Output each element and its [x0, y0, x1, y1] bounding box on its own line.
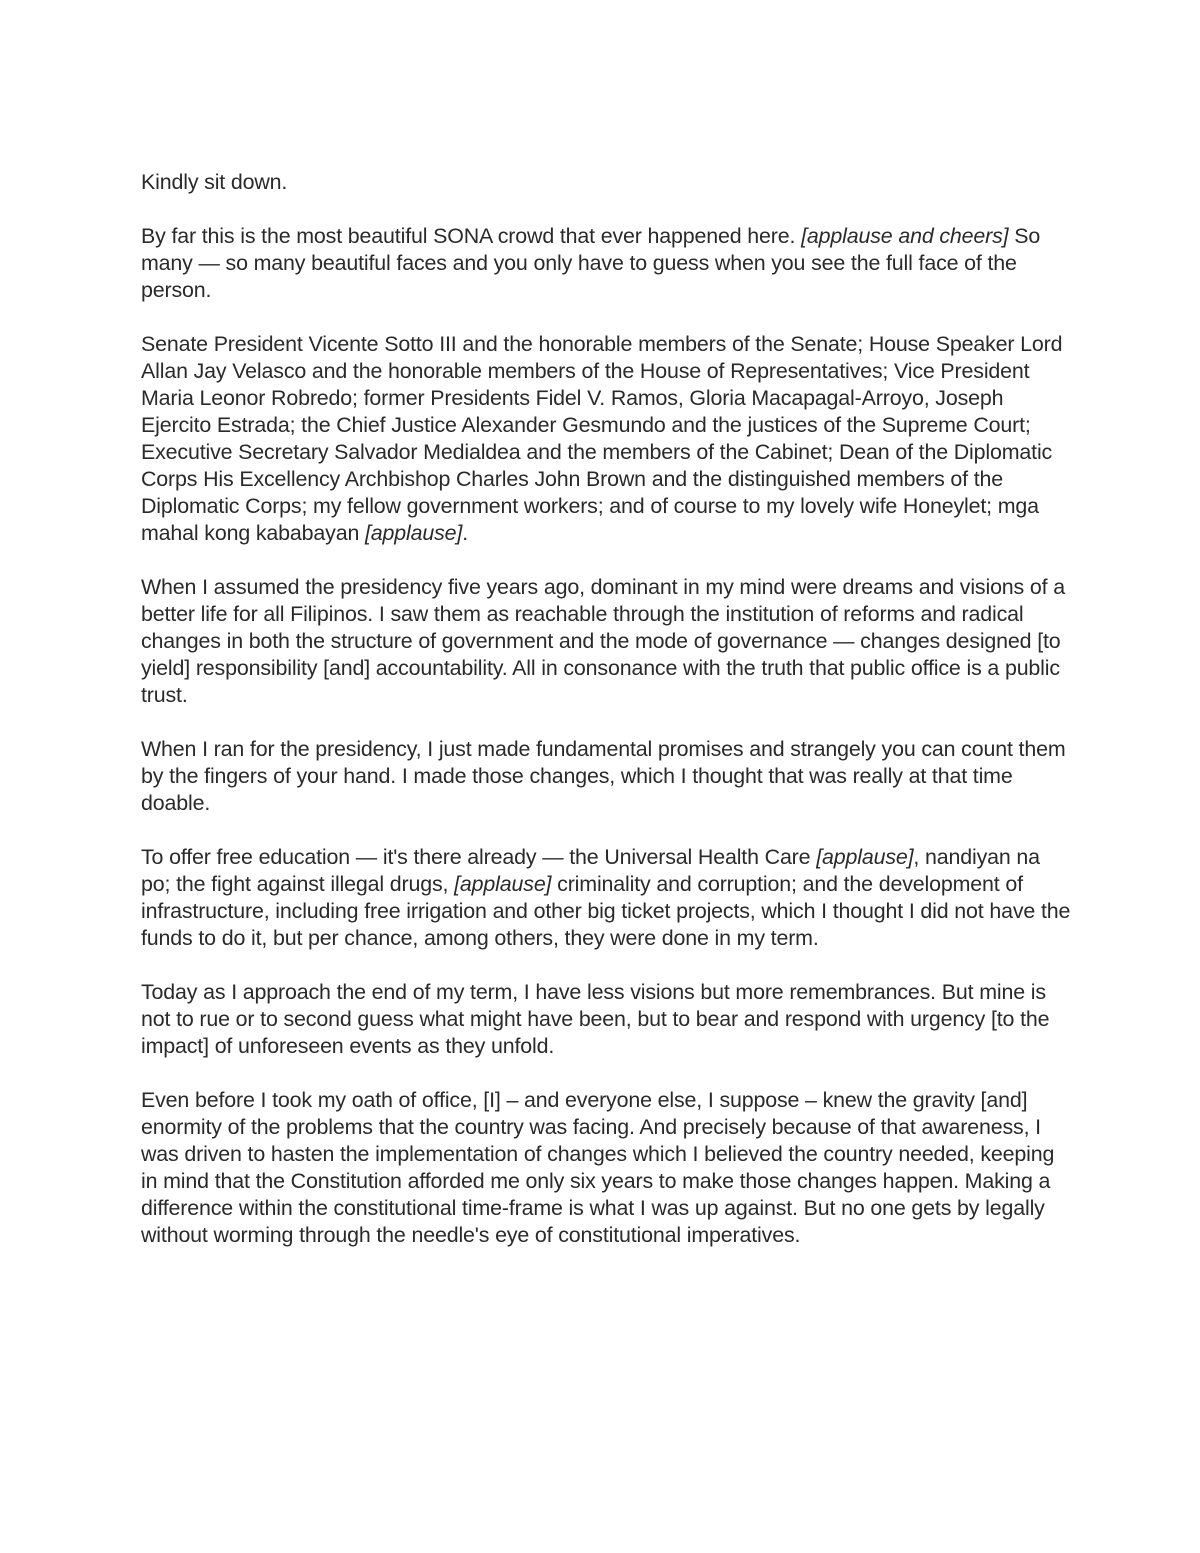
text-run: . — [462, 521, 469, 545]
text-run: When I ran for the presidency, I just made fundamental promises and strangely you can count them by the fingers of your hand. I made those changes, which I thought that was really at that time doable. — [141, 737, 1066, 815]
text-run: criminality and corruption; and the development of infrastructure, including free irrigation and other big ticket projects, which I thought I did not have the funds to do it, but per chance, among others, they were done in my term. — [141, 872, 1071, 950]
stage-direction: [applause] — [454, 872, 552, 896]
stage-direction: [applause] — [816, 845, 914, 869]
paragraph — [141, 169, 1071, 196]
stage-direction: [applause] — [365, 521, 463, 545]
paragraph — [141, 574, 1071, 709]
stage-direction: [applause and cheers] — [801, 224, 1009, 248]
text-run: By far this is the most beautiful SONA crowd that ever happened here. — [141, 224, 802, 248]
paragraph — [141, 844, 1071, 952]
paragraph — [141, 331, 1071, 547]
text-run: When I assumed the presidency five years ago, dominant in my mind were dreams and visions of a better life for all Filipinos. I saw them as reachable through the institution of reforms and radical changes in both the structure of government and the mode of governance — changes designed [to yield] responsibility [and] accountability. All in consonance with the truth that public office is a public trust. — [141, 575, 1065, 707]
text-run: Senate President Vicente Sotto III and the honorable members of the Senate; House Speaker Lord Allan Jay Velasco and the honorable members of the House of Representatives; Vice President Maria Leonor Robredo; former Presidents Fidel V. Ramos, Gloria Macapagal-Arroyo, Joseph Ejercito Estrada; the Chief Justice Alexander Gesmundo and the justices of the Supreme Court; Executive Secretary Salvador Medialdea and the members of the Cabinet; Dean of the Diplomatic Corps His Excellency Archbishop Charles John Brown and the distinguished members of the Diplomatic Corps; my fellow government workers; and of course to my lovely wife Honeylet; mga mahal kong kababayan — [141, 332, 1063, 545]
text-run: Kindly sit down. — [141, 170, 288, 194]
text-run: Today as I approach the end of my term, I have less visions but more remembrances. But mine is not to rue or to second guess what might have been, but to bear and respond with urgency [to the impact] of unforeseen events as they unfold. — [141, 980, 1050, 1058]
text-run: So many — so many beautiful faces and you only have to guess when you see the full face of the person. — [141, 224, 1041, 302]
paragraph — [141, 979, 1071, 1060]
document-body — [141, 169, 1071, 1276]
text-run: To offer free education — it's there already — the Universal Health Care — [141, 845, 817, 869]
paragraph — [141, 223, 1071, 304]
paragraph — [141, 736, 1071, 817]
text-run: , nandiyan na po; the fight against illegal drugs, — [141, 845, 1040, 896]
text-run: Even before I took my oath of office, [I] – and everyone else, I suppose – knew the gravity [and] enormity of the problems that the country was facing. And precisely because of that awareness, I was driven to hasten the implementation of changes which I believed the country needed, keeping in mind that the Constitution afforded me only six years to make those changes happen. Making a difference within the constitutional time-frame is what I was up against. But no one gets by legally without worming through the needle's eye of constitutional imperatives. — [141, 1088, 1055, 1247]
paragraph — [141, 1087, 1071, 1249]
